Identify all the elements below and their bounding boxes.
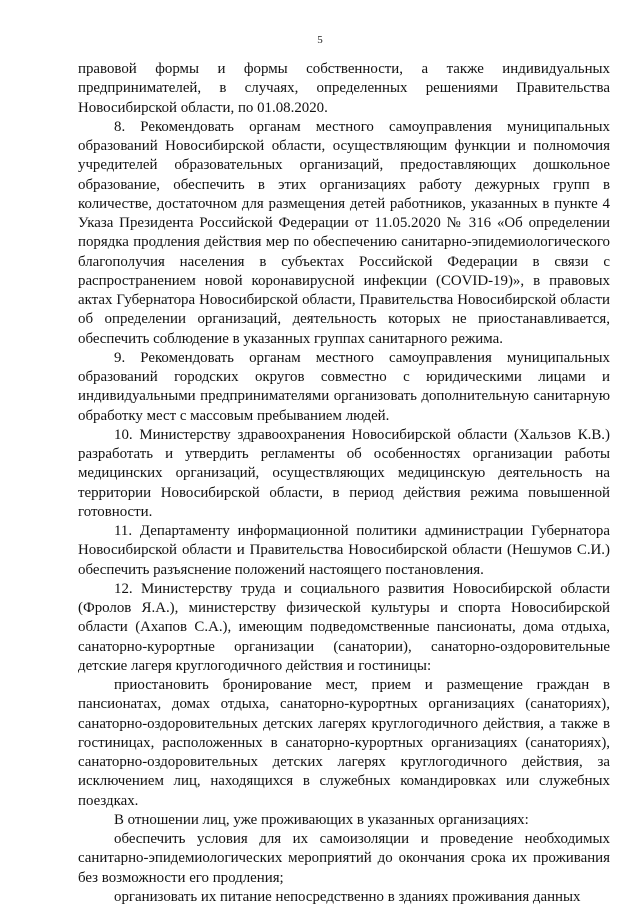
document-body xyxy=(78,60,610,907)
paragraph-residents-intro: В отношении лиц, уже проживающих в указанных организациях: xyxy=(114,811,529,828)
paragraph-continuation: правовой формы и формы собственности, а также индивидуальных предпринимателей, в случаях, определенных решениями Правительства Новосибирской области, по 01.08.2020. xyxy=(78,61,610,116)
paragraph-suspend-booking: приостановить бронирование мест, прием и размещение граждан в пансионатах, домах отдыха, санаторно-курортных организациях (санаториях), санаторно-оздоровительных детских лагерях круглогодичного действия, а также в гостиницах, расположенных в санаторно-курортных организациях (санаториях), санаторно-оздоровительных детских лагерях круглогодичного действия, за исключением лиц, находящихся в служебных командировках или служебных поездках. xyxy=(78,677,610,809)
paragraph-self-isolation: обеспечить условия для их самоизоляции и проведение необходимых санитарно-эпидемиологических мероприятий до окончания срока их проживания без возможности его продления; xyxy=(78,831,610,886)
paragraph-item-9: 9. Рекомендовать органам местного самоуправления муниципальных образований городских округов совместно с юридическими лицами и индивидуальными предпринимателями организовать дополнительную санитарную обработку мест с массовым пребыванием людей. xyxy=(78,349,610,424)
paragraph-item-8: 8. Рекомендовать органам местного самоуправления муниципальных образований Новосибирской области, осуществляющим функции и полномочия учредителей образовательных организаций, предоставляющих дошкольное образование, обеспечить в этих организациях работу дежурных групп в количестве, достаточном для размещения детей работников, указанных в пункте 4 Указа Президента Российской Федерации от 11.05.2020 № 316 «Об определении порядка продления действия мер по обеспечению санитарно-эпидемиологического благополучия населения в субъектах Российской Федерации в связи с распространением новой коронавирусной инфекции (COVID-19)», в правовых актах Губернатора Новосибирской области, Правительства Новосибирской области об определении организаций, деятельность которых не приостанавливается, обеспечить соблюдение в указанных группах санитарного режима. xyxy=(78,118,610,347)
paragraph-item-11: 11. Департаменту информационной политики администрации Губернатора Новосибирской области и Правительства Новосибирской области (Нешумов С.И.) обеспечить разъяснение положений настоящего постановления. xyxy=(78,523,610,578)
page-number: 5 xyxy=(317,34,323,46)
paragraph-item-12: 12. Министерству труда и социального развития Новосибирской области (Фролов Я.А.), министерству физической культуры и спорта Новосибирской области (Ахапов С.А.), имеющим подведомственные пансионаты, дома отдыха, санаторно-курортные организации (санатории), санаторно-оздоровительные детские лагеря круглогодичного действия и гостиницы: xyxy=(78,580,610,674)
paragraph-item-10: 10. Министерству здравоохранения Новосибирской области (Хальзов К.В.) разработать и утвердить регламенты об особенностях организации работы медицинских организаций, осуществляющих медицинскую деятельность на территории Новосибирской области, в период действия режима повышенной готовности. xyxy=(78,426,610,520)
paragraph-meals: организовать их питание непосредственно в зданиях проживания данных xyxy=(114,888,581,905)
